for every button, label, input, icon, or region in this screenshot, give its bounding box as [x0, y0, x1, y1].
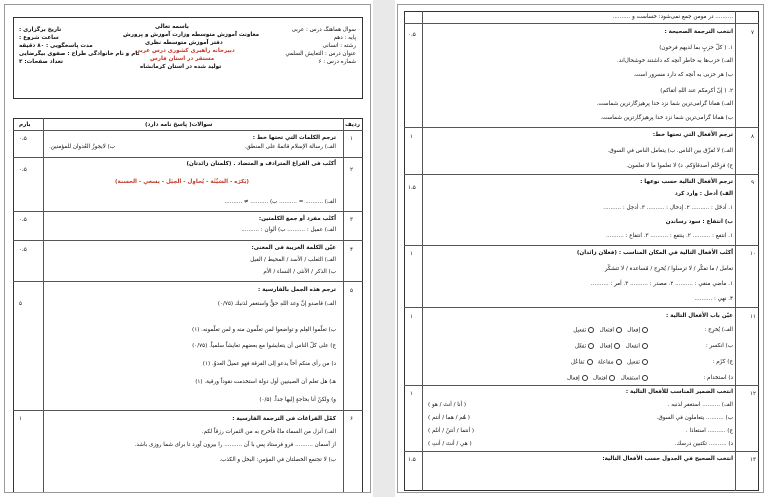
- q3-title: اُکتُب مفرد أو جمع الکلمتین:: [258, 216, 336, 222]
- q12-c: ج) .......... استعاذا .: [685, 428, 733, 434]
- header-title-2: دفتر آموزش متوسطه نظری: [145, 40, 223, 46]
- q13-score: ۱،۵: [408, 457, 416, 463]
- q11-d-opts: استفعال افتعال إفعال: [567, 375, 648, 383]
- q11-b: ب) انكسر :: [705, 343, 733, 349]
- q12-a: الف) .......... استغفر لذنبه .: [667, 402, 733, 408]
- col-radif: ردیف: [345, 122, 360, 128]
- q8-title: ترجم الأفعال التي تحتها خط:: [652, 132, 733, 138]
- header-info-0: سوال هماهنگ درس : عربی: [291, 27, 356, 33]
- q7-1a: الف) حزب‌ها به خاطر آنچه که داشتند خوشحال‌اند.: [616, 58, 733, 64]
- q7-2: ۲. ( إنّ أکرمکم عند اللهِ أتقاکم): [660, 88, 733, 94]
- q9-b: ب) انتفاع : سود رساندن: [665, 219, 733, 225]
- header-meta-1: ساعت شروع :: [19, 35, 59, 41]
- q3-a: الف) عميل : .......... ب) ألوان : ..........: [241, 227, 336, 233]
- radio-option[interactable]: [587, 359, 593, 365]
- radio-option[interactable]: [642, 327, 648, 333]
- q4-a: الف) الثعلب / الأسد / المحيط / الفيل: [250, 257, 336, 263]
- header-info-2: رشته : انسانی: [322, 43, 356, 49]
- header-meta-4: تعداد صفحات: ۳: [19, 59, 64, 65]
- radio-option[interactable]: [588, 327, 594, 333]
- q1-a: الف) رسالة الإسلام قائمةٌ علی المنطق.: [244, 144, 336, 150]
- q12-num: ۱۲: [749, 391, 756, 397]
- q12-score: ۱: [410, 391, 414, 397]
- q5-score: ۵: [19, 301, 23, 307]
- q8-ab: الف) لا تُفرِّق بين الناس. ب) يتعامل الناس في السوق.: [607, 148, 733, 154]
- radio-option[interactable]: [642, 375, 648, 381]
- q7-2b: ب) همانا گرامی‌ترین شما نزد خدا پرهیزگارترین شماست.: [600, 115, 733, 121]
- header-meta-0: تاریخ برگزاری :: [19, 27, 62, 33]
- q5-e: هـ) هل تعلم أن الصينيين أول دولة استخدمت نقوداً ورقية. (۱): [195, 379, 336, 385]
- q12-b: ب) .......... يتعاملون في السوق.: [656, 415, 733, 421]
- q11-b-opts: انفعال إفعال تفعّل: [575, 343, 648, 351]
- q12-d: د) .......... تكتبين درسك.: [674, 441, 733, 447]
- q4-title: عيّن الکلمة الغريبة فی المعنی:: [251, 245, 336, 251]
- q9-b-items: ۱. انتفع : .......... ۲. ينتفع : .......... ۳. انتفاع : ..........: [606, 233, 733, 239]
- q5-num: ۵: [349, 288, 353, 294]
- q7-1: ۱. ( کلّ حزبٍ بما لديهم فرحون): [659, 45, 733, 51]
- q1-score: ۰،۵: [19, 136, 27, 142]
- q6-a-trans: از آسمان .......... فرو فرستاد پس با آن .......... را بیرون آورد تا برای شما روزی باشد.: [134, 442, 336, 448]
- q5-f: و) ولکنّ أنا بحاجةٍ إليها جداً. (۰/۵): [259, 397, 336, 403]
- q10-num: ۱۰: [749, 251, 756, 257]
- q2-blanks: الف) .......... = .......... ب) .......... ≠ ..........: [224, 199, 336, 205]
- q6-b: ب) لا تجتمع الخصلتان في المؤمن: البخل و الكذب.: [219, 457, 336, 463]
- q7-score: ۰،۵: [408, 32, 416, 38]
- q10-cats: ۱. ماضي منفي : .......... ۲. مصدر : .......... ۳. أمر : ..........: [590, 281, 733, 287]
- exam-page-1: [4, 4, 371, 493]
- header-title-0: باسمه تعالی: [155, 24, 189, 30]
- q5-title: ترجم هذه الجمل بالفارسية :: [257, 287, 336, 293]
- q12-b-opts: ( هُم / هما / أنتم ): [428, 415, 470, 421]
- q7-1b: ب) هر حزبی به آنچه که دارد مسرور است.: [633, 72, 733, 78]
- q4-score: ۰،۵: [19, 247, 27, 253]
- q8-score: ۱: [410, 134, 414, 140]
- header-info-4: شماره درس : ۶: [318, 59, 356, 65]
- radio-option[interactable]: [582, 375, 588, 381]
- q11-num: ۱۱: [749, 314, 756, 320]
- header-info-3: عنوان درس : التعايش السلمي: [285, 51, 356, 57]
- q12-a-opts: ( أنا / أنتَ / هو ): [428, 402, 467, 408]
- q1-num: ۱: [349, 136, 353, 142]
- q9-num: ۹: [750, 180, 754, 186]
- q11-title: عيّن باب الأفعال التالية :: [665, 313, 733, 319]
- q11-score: ۱: [410, 314, 414, 320]
- col-questions: سوالات( پاسخ نامه دارد): [145, 122, 213, 128]
- header-info-1: پایه : دهم: [333, 35, 356, 41]
- q3-num: ۳: [349, 217, 353, 223]
- radio-option[interactable]: [642, 343, 648, 349]
- header-title-4: مستقر در استان فارس: [150, 56, 215, 62]
- q6-a: الف) أنزل من السماء ماءً فأخرج به من الثمرات رزقاً لکم.: [201, 429, 336, 435]
- header-meta-2: مدت پاسخگویی : ۸۰ دقیقه: [19, 43, 93, 49]
- q13-num: ۱۳: [749, 457, 756, 463]
- q10-title: اُکتُب الأفعال التالية في المکان المناسب : (فعلان زائدان): [576, 250, 733, 256]
- q4-num: ۴: [349, 247, 353, 253]
- q5-b: ب) تعلّموا العِلم و تواضعوا لمن تعلّمون منه و لمن تعلّمونه. (۱): [192, 327, 336, 333]
- q1-title: ترجم الکلمات التي تحتها خط :: [252, 135, 336, 141]
- radio-option[interactable]: [642, 359, 648, 365]
- q5-d: د) من رأی منکم أخاً يدعو إلی الفرقة فهو عميلُ العدوّ. (۱): [202, 361, 336, 367]
- q1-b: ب) لايجوزُ العُدوان للمؤمنين.: [49, 144, 116, 150]
- q12-d-opts: ( هي / أنتَ / أنتِ ): [428, 441, 472, 447]
- q8-cd: ج) فرِحْتُم أصدقاؤکم. د) لا تعلموا ما لا تعلمون.: [626, 163, 733, 169]
- q7-num: ۷: [750, 30, 754, 36]
- radio-option[interactable]: [616, 359, 622, 365]
- q2-title: اُکتُب فی الفراغ المترادف و المتضاد . (کلمتان زائدتان): [186, 161, 336, 167]
- q11-a-opts: إفعال افتعال تفعيل: [573, 327, 648, 335]
- q11-d: د) استخدام :: [703, 375, 733, 381]
- q11-c: ج) كرّم :: [712, 359, 733, 365]
- header-title-5: تولید شده در استان کرمانشاه: [140, 64, 222, 70]
- q12-title: انتخب الضمير المناسب للأفعال التالية :: [625, 389, 733, 395]
- q6-score: ۱: [19, 416, 23, 422]
- q9-a: الف) أدخل : وارد کرد: [674, 191, 733, 197]
- q6-continued: .......... در مومن جمع نمی‌شود: خساست و ..........: [612, 14, 733, 20]
- q7-title: انتخب الترجمة الصحيحة :: [664, 29, 733, 35]
- col-score: بارم: [19, 122, 31, 128]
- exam-page-2: [397, 4, 764, 493]
- q4-b: ب) الذکر / الأنثی / النساء / الأم: [263, 269, 336, 275]
- q11-a: الف) يُخرِج :: [704, 327, 733, 333]
- header-title-3: دبیرخانه راهبری کشوری درس عربی: [135, 48, 235, 54]
- q2-num: ۲: [349, 167, 353, 173]
- q9-title: ترجم الأفعال التالية حسب نوعها :: [640, 179, 733, 185]
- header-meta-3: نام و نام خانوادگی طراح : صفوی بیگرضایی: [19, 51, 140, 57]
- q10-score: ۱: [410, 251, 414, 257]
- q6-num: ۶: [349, 416, 353, 422]
- q7-2a: الف) همانا گرامی‌ترین شما نزد خدا پرهیزگارترین شماست.: [596, 101, 733, 107]
- radio-option[interactable]: [616, 327, 622, 333]
- q11-c-opts: تفعيل مفاعلة تفاعُل: [571, 359, 648, 367]
- q9-score: ۱،۵: [408, 185, 416, 191]
- q9-a-items: ۱. أدخَل : .......... ۲. إدخال : .......... ۳. أدخِل : ..........: [603, 205, 733, 211]
- q5-a: الف) قاصدو إنَّ وعد اللهِ حقٌّ واستغفر لذنبك (۰/۷۵): [217, 301, 336, 307]
- radio-option[interactable]: [609, 375, 615, 381]
- q12-c-opts: ( أنتما / أنتنّ / أنتُم ): [428, 428, 475, 434]
- q13-title: انتخب الصحيح في الجدول حسب الأفعال التالية:: [602, 456, 733, 462]
- header-title-1: معاونت آموزش متوسطه وزارت آموزش و پرورش: [123, 32, 260, 38]
- q2-score: ۰،۵: [19, 167, 27, 173]
- q10-words: تعامل / ما تفكّر / لا ترسلوا / يُخرِج / مُساعدة / لا تتشكّر: [604, 266, 733, 272]
- radio-option[interactable]: [588, 343, 594, 349]
- q3-score: ۰،۵: [19, 217, 27, 223]
- q10-nahy: ۴. نهي : ..........: [694, 296, 733, 302]
- q2-words: (يَکرَه - السَيِّئَة - يُحاوِل - الحِيَل - يسعي - الحسنة): [115, 179, 249, 185]
- page-gap: [373, 0, 395, 497]
- radio-option[interactable]: [614, 343, 620, 349]
- q5-c: ج) علی کلّ الناس أن يتعايشوا مع بعضهم تعايشاً سلمياً. (۰/۷۵): [192, 343, 336, 349]
- q6-title: کمّل الفراغات فی الترجمة الفارسية :: [232, 416, 336, 422]
- q8-num: ۸: [750, 134, 754, 140]
